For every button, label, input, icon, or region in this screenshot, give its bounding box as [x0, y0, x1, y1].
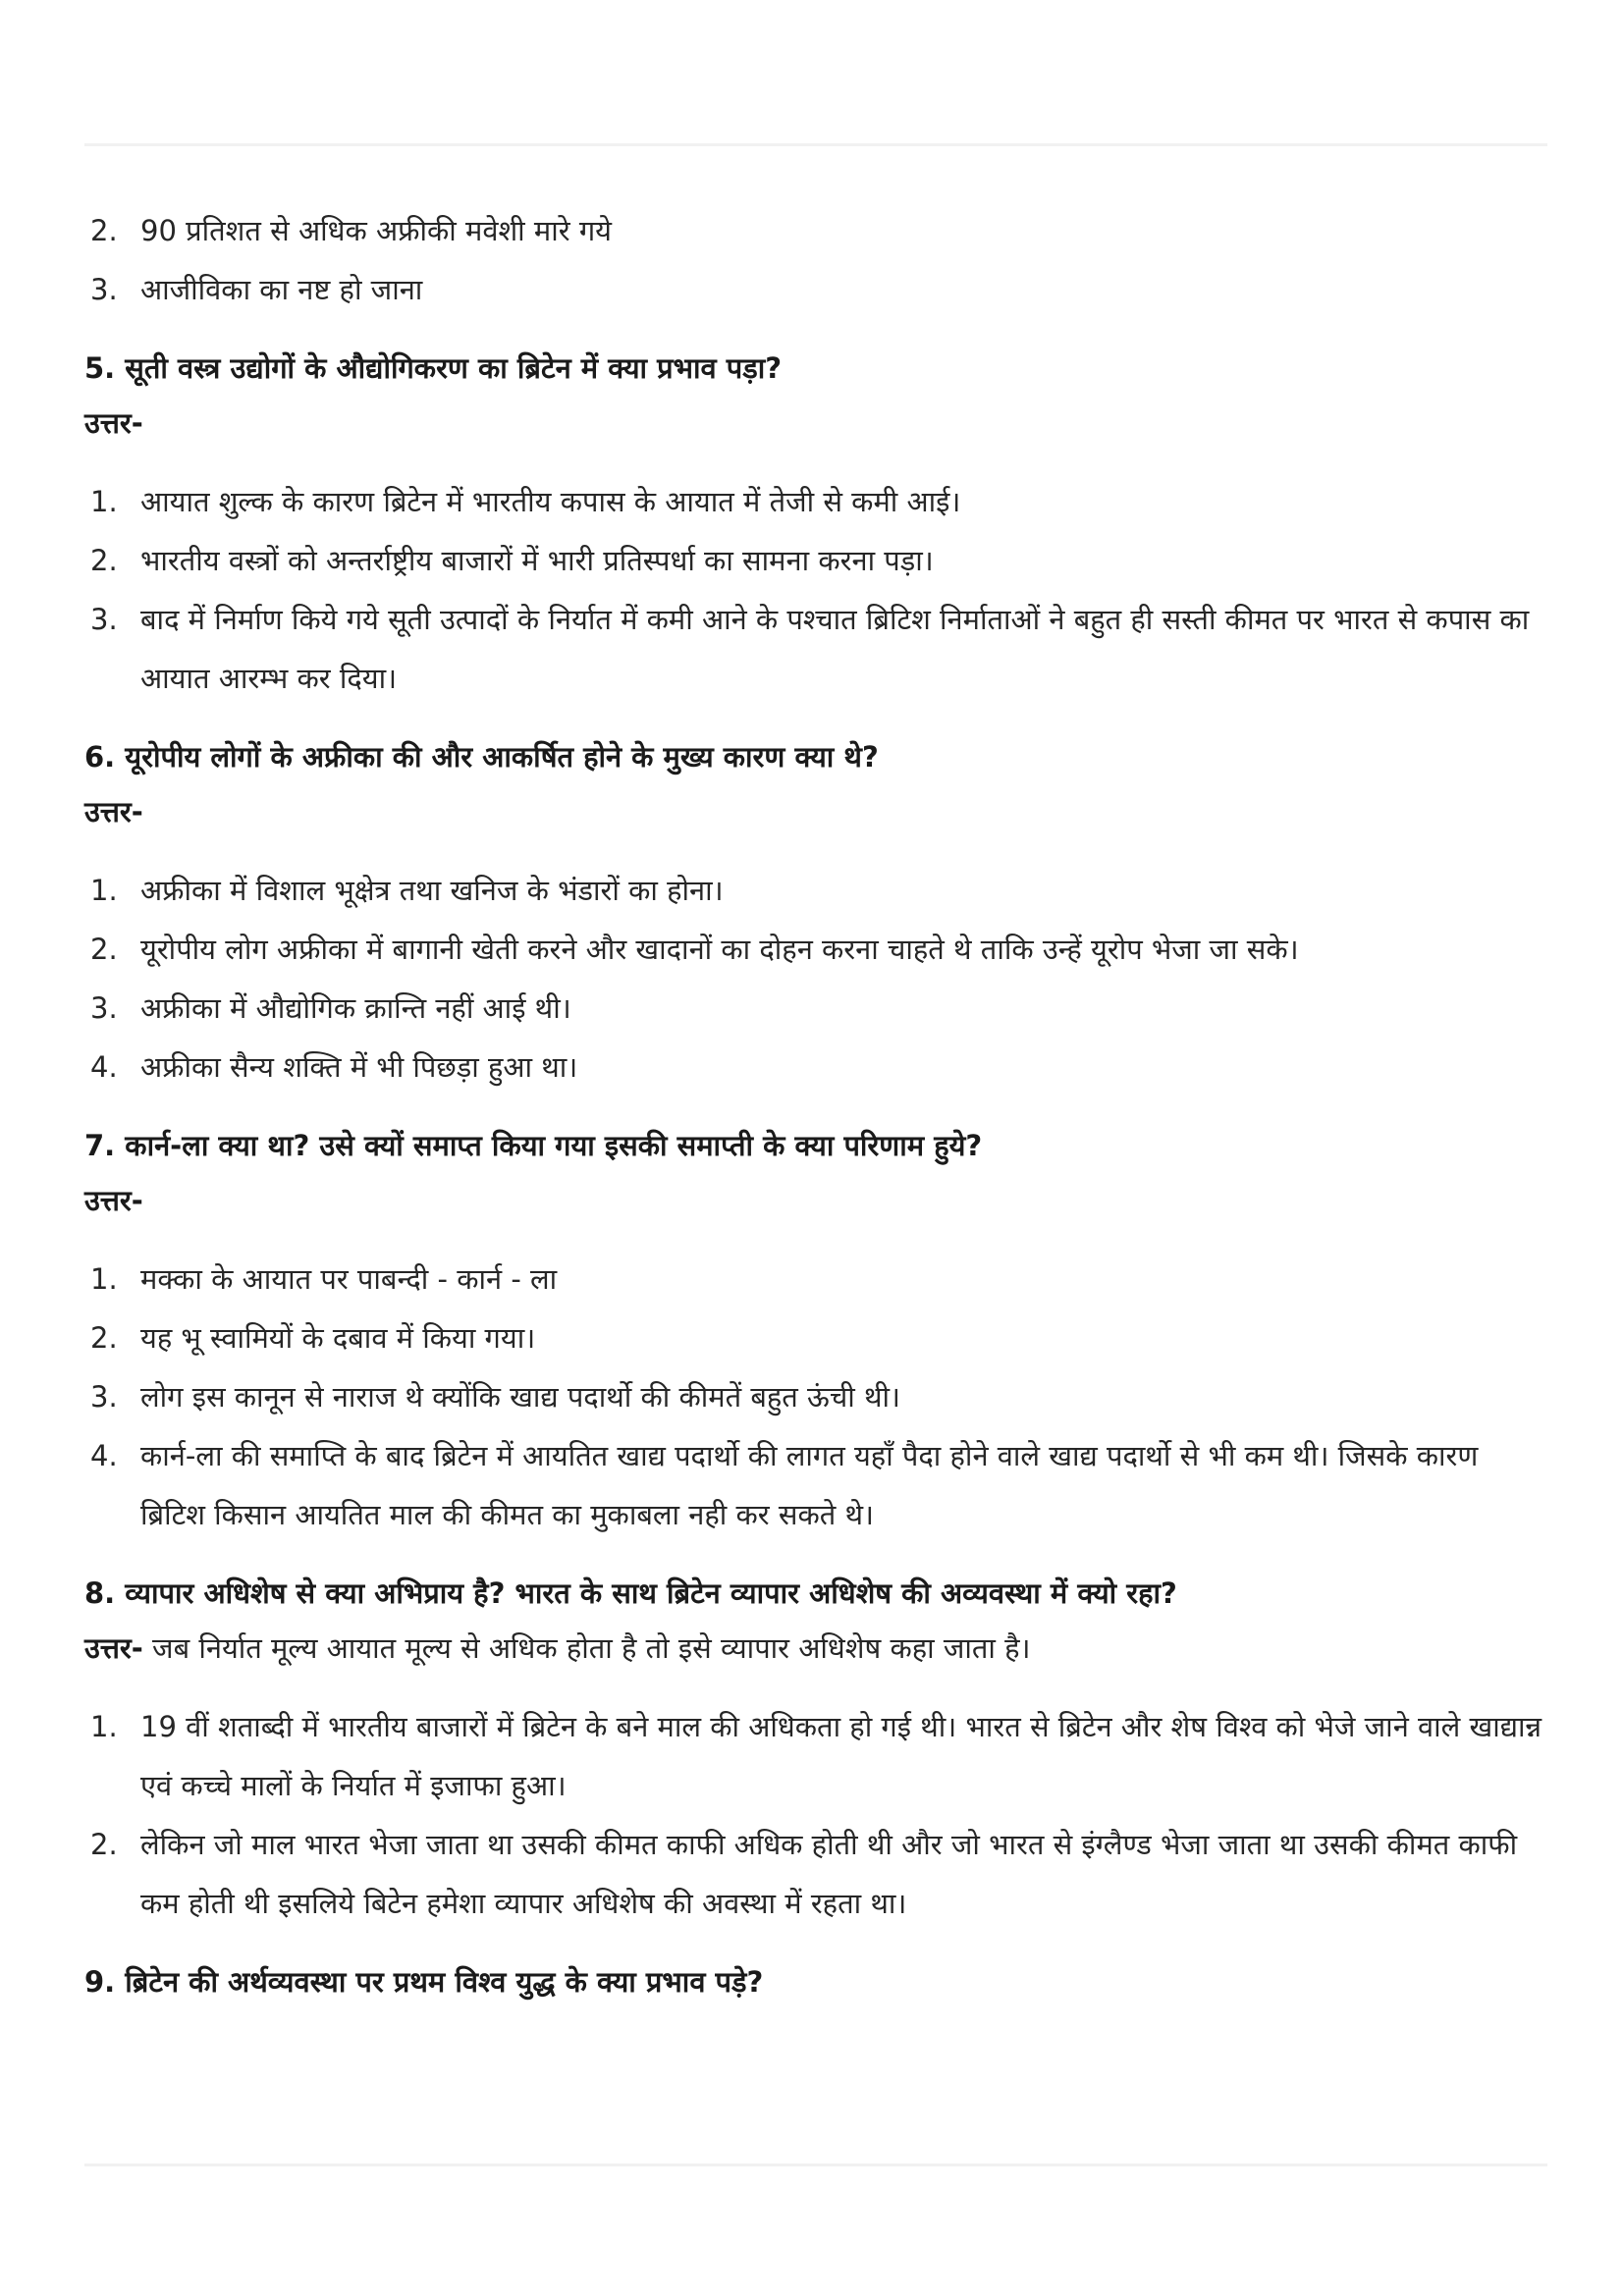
- list-item: 2. यूरोपीय लोग अफ्रीका में बागानी खेती करने और खादानों का दोहन करना चाहते थे ताकि उन्हें यूरोप भेजा जा सके।: [90, 933, 1299, 966]
- list-item: 3. बाद में निर्माण किये गये सूती उत्पादों के निर्यात में कमी आने के पश्चात ब्रिटिश निर्माताओं ने बहुत ही सस्ती कीमत पर भारत से कपास का आयात आरम्भ कर दिया।: [90, 603, 1530, 695]
- document-body: [84, 201, 1549, 2009]
- list-item: 1. आयात शुल्क के कारण ब्रिटेन में भारतीय कपास के आयात में तेजी से कमी आई।: [90, 485, 961, 518]
- list-item: 2. लेकिन जो माल भारत भेजा जाता था उसकी कीमत काफी अधिक होती थी और जो भारत से इंग्लैण्ड भेजा जाता था उसकी कीमत काफी कम होती थी इसलिये बिटेेन हमेशा व्यापार अधिशेष की अवस्था में रहता था।: [90, 1828, 1518, 1920]
- answer-list-8: [84, 1697, 1549, 1933]
- continued-list: [84, 201, 1549, 319]
- list-item: 3. अफ्रीका में औद्योगिक क्रान्ति नहीं आई थी।: [90, 991, 571, 1025]
- question-8: 8. व्यापार अधिशेष से क्या अभिप्राय है? भारत के साथ ब्रिटेन व्यापार अधिशेष की अव्यवस्था में क्यो रहा?: [84, 1576, 1177, 1610]
- answer-list-6: [84, 861, 1549, 1096]
- list-item: 1. 19 वीं शताब्दी में भारतीय बाजारों में ब्रिटेन के बने माल की अधिकता हो गई थी। भारत से ब्रिटेन और शेष विश्व को भेजे जाने वाले खाद्यान्न एवं कच्चे मालों के निर्यात में इजाफा हुआ।: [90, 1710, 1542, 1802]
- answer-list-5: [84, 472, 1549, 708]
- list-item: 3. आजीविका का नष्ट हो जाना: [90, 273, 423, 306]
- list-item: 2. यह भू स्वामियों के दबाव में किया गया।: [90, 1321, 536, 1355]
- list-item: 1. अफ्रीका में विशाल भूक्षेत्र तथा खनिज के भंडारों का होना।: [90, 874, 724, 907]
- answer-list-7: [84, 1250, 1549, 1544]
- list-item: 4. कार्न-ला की समाप्ति के बाद ब्रिटेन में आयतित खाद्य पदार्थो की लागत यहाँ पैदा होने वाले खाद्य पदार्थो से भी कम थी। जिसके कारण ब्रिटिश किसान आयतित माल की कीमत का मुकाबला नही कर सकते थे।: [90, 1439, 1479, 1531]
- list-item: 2. 90 प्रतिशत से अधिक अफ्रीकी मवेशी मारे गये: [90, 214, 612, 247]
- question-9: 9. ब्रिटेन की अर्थव्यवस्था पर प्रथम विश्व युद्ध के क्या प्रभाव पड़े?: [84, 1965, 764, 1999]
- list-item: 1. मक्का के आयात पर पाबन्दी - कार्न - ला: [90, 1262, 558, 1296]
- question-6: 6. यूरोपीय लोगों के अफ्रीका की और आकर्षित होने के मुख्य कारण क्या थे?: [84, 740, 879, 774]
- bottom-divider: [84, 2163, 1547, 2166]
- list-item: 3. लोग इस कानून से नाराज थे क्योंकि खाद्य पदार्थो की कीमतें बहुत ऊंची थी।: [90, 1380, 900, 1414]
- answer-label: उत्तर-: [84, 1184, 143, 1217]
- answer-label: उत्तर-: [84, 795, 143, 828]
- question-7: 7. कार्न-ला क्या था? उसे क्यों समाप्त किया गया इसकी समाप्ती के क्या परिणाम हुये?: [84, 1129, 983, 1162]
- answer-label: उत्तर- जब निर्यात मूल्य आयात मूल्य से अधिक होता है तो इसे व्यापार अधिशेष कहा जाता है।: [84, 1631, 1031, 1665]
- answer-label: उत्तर-: [84, 406, 143, 440]
- top-divider: [84, 143, 1547, 146]
- list-item: 2. भारतीय वस्त्रों को अन्तर्राष्ट्रीय बाजारों में भारी प्रतिस्पर्धा का सामना करना पड़ा।: [90, 544, 934, 577]
- question-5: 5. सूती वस्त्र उद्योगों के औद्योगिकरण का ब्रिटेन में क्या प्रभाव पड़ा?: [84, 351, 783, 385]
- list-item: 4. अफ्रीका सैन्य शक्ति में भी पिछड़ा हुआ था।: [90, 1050, 578, 1084]
